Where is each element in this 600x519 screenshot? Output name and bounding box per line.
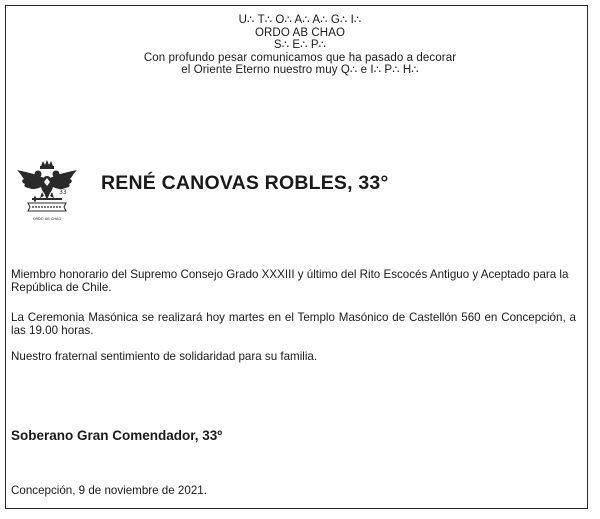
- double-headed-eagle-icon: [14, 158, 80, 224]
- header-line-3: S∴ E∴ P∴: [273, 39, 327, 52]
- paragraph-ceremony: La Ceremonia Masónica se realizará hoy martes en el Templo Masónico de Castellón 560 en Concepción, a las 19.00 horas.: [11, 311, 576, 338]
- paragraph-condolences: Nuestro fraternal sentimiento de solidaridad para su familia.: [11, 350, 318, 363]
- signature: Soberano Gran Comendador, 33º: [11, 428, 223, 443]
- header-line-2: ORDO AB CHAO: [254, 26, 346, 39]
- header-block: [0, 14, 600, 77]
- header-line-4: Con profundo pesar comunicamos que ha pasado a decorar: [143, 51, 457, 64]
- emblem-caption: ORDO AB CHAO: [32, 217, 62, 221]
- deceased-name: RENÉ CANOVAS ROBLES, 33°: [101, 172, 389, 194]
- paragraph-membership: Miembro honorario del Supremo Consejo Grado XXXIII y último del Rito Escocés Antiguo y Aceptado para la República de Chile.: [11, 268, 569, 295]
- header-line-1: U∴ T∴ O∴ A∴ A∴ G∴ I∴: [238, 14, 362, 26]
- header-line-5: el Oriente Eterno nuestro muy Q∴ e I∴ P∴ H∴: [181, 64, 419, 77]
- dateline: Concepción, 9 de noviembre de 2021.: [11, 484, 207, 497]
- svg-text:33: 33: [59, 189, 67, 196]
